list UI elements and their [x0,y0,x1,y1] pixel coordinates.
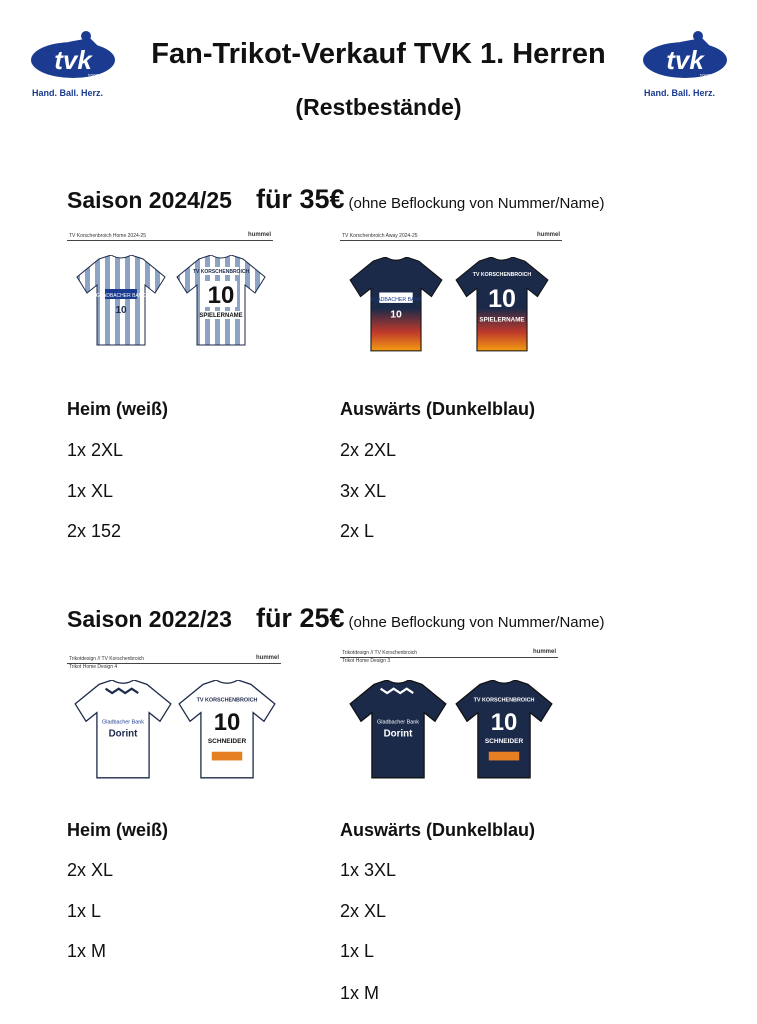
panel-subtitle: Trikot Home Design 4 [69,664,118,670]
jersey-back-icon [454,257,550,353]
season-heading-2024 [67,184,604,215]
jersey-panel-away-2022 [340,650,558,804]
svg-text:GLADBACHER BANK: GLADBACHER BANK [96,293,146,299]
svg-text:TV KORSCHENBROICH: TV KORSCHENBROICH [196,697,258,704]
svg-text:1908 e.V.: 1908 e.V. [87,74,109,80]
season-name: Saison 2022/23 [67,606,232,632]
variant-home-2022: Heim (weiß) [67,820,169,840]
svg-text:10: 10 [488,285,516,314]
svg-text:SCHNEIDER: SCHNEIDER [207,738,247,746]
svg-text:10: 10 [490,709,518,736]
jersey-front-icon [73,680,173,780]
panel-title: Trikotdesign // TV Korschenbroich [342,650,418,656]
panel-subtitle: Trikot Home Design 3 [342,658,391,664]
jersey-panel-away-2024 [340,233,562,383]
svg-text:Gladbacher Bank: Gladbacher Bank [102,719,144,726]
jersey-front-icon [348,680,448,780]
jersey-front-icon [75,255,167,347]
jersey-back-icon [454,680,554,780]
size-item: 2x 152 [67,521,122,541]
size-item: 2x XL [340,901,387,921]
page-subtitle: (Restbestände) [295,94,462,120]
svg-text:10: 10 [390,309,402,321]
svg-text:TV KORSCHENBROICH: TV KORSCHENBROICH [192,269,250,275]
svg-text:1908 e.V.: 1908 e.V. [699,74,721,80]
svg-text:SPIELERNAME: SPIELERNAME [199,313,243,319]
size-item: 1x 3XL [340,860,397,880]
svg-text:10: 10 [207,282,235,309]
jersey-panel-home-2022 [67,656,281,804]
panel-title: TV Korschenbroich Away 2024-25 [342,233,418,239]
svg-text:tvk: tvk [666,45,704,75]
variant-home-2024: Heim (weiß) [67,399,169,419]
season-price: für 25€ [255,603,345,633]
variant-away-2022: Auswärts (Dunkelblau) [340,820,536,840]
svg-text:TV KORSCHENBROICH: TV KORSCHENBROICH [472,271,532,278]
season-note: (ohne Beflockung von Nummer/Name) [348,195,605,212]
size-item: 2x L [340,521,375,541]
hummel-brand: hummel [536,232,560,238]
svg-text:TV KORSCHENBROICH: TV KORSCHENBROICH [473,697,535,704]
size-item: 2x 2XL [340,440,397,460]
logo-tagline: Hand. Ball. Herz. [644,88,716,98]
svg-text:Dorint: Dorint [383,728,413,740]
jersey-back-icon [175,255,267,347]
svg-text:tvk: tvk [54,45,92,75]
svg-text:10: 10 [115,305,127,316]
svg-text:10: 10 [213,709,241,736]
season-heading-2022 [67,603,604,634]
jersey-back-icon [177,680,277,780]
panel-title: TV Korschenbroich Home 2024-25 [69,233,146,239]
hummel-brand: hummel [247,232,271,238]
size-item: 1x M [67,941,107,961]
svg-text:SPIELERNAME: SPIELERNAME [479,316,525,324]
logo-tagline: Hand. Ball. Herz. [32,88,104,98]
svg-text:Dorint: Dorint [108,728,138,740]
svg-text:GLADBACHER BANK: GLADBACHER BANK [370,296,422,303]
jersey-front-icon [348,257,444,353]
size-item: 1x L [67,901,102,921]
variant-away-2024: Auswärts (Dunkelblau) [340,399,536,419]
size-item: 2x XL [67,860,114,880]
svg-text:Gladbacher Bank: Gladbacher Bank [377,719,419,726]
svg-text:SCHNEIDER: SCHNEIDER [484,738,524,746]
size-item: 1x M [340,983,380,1003]
page-title: Fan-Trikot-Verkauf TVK 1. Herren [151,38,606,70]
hummel-brand: hummel [255,655,279,661]
season-name: Saison 2024/25 [67,187,232,213]
size-item: 1x 2XL [67,440,124,460]
season-note: (ohne Beflockung von Nummer/Name) [348,614,605,631]
jersey-panel-home-2024 [67,233,273,381]
size-item: 1x L [340,941,375,961]
hummel-brand: hummel [532,649,556,655]
size-item: 3x XL [340,481,387,501]
panel-title: Trikotdesign // TV Korschenbroich [69,656,145,662]
season-price: für 35€ [255,184,345,214]
size-item: 1x XL [67,481,114,501]
